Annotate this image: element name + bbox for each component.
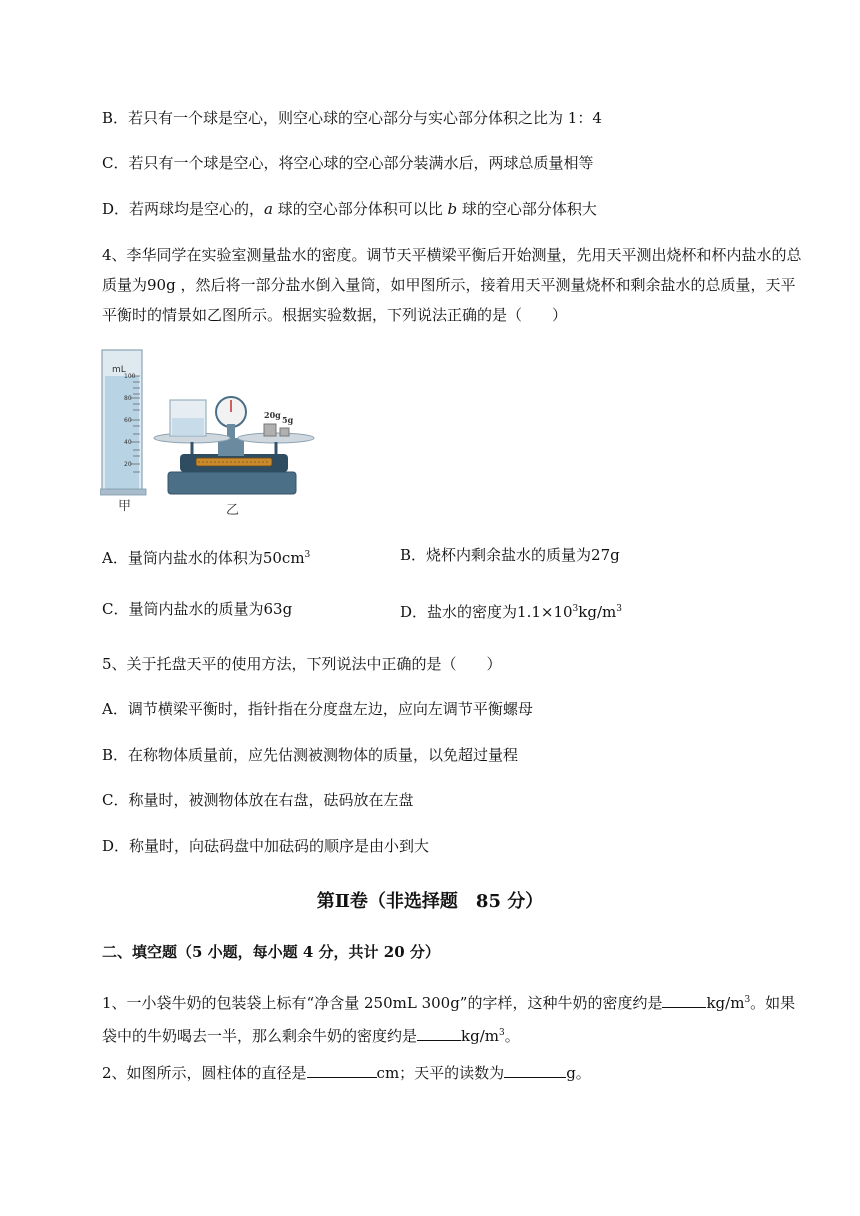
part2-title: 第Ⅱ卷（非选择题 85 分） xyxy=(316,891,544,912)
tick-60: 60 xyxy=(124,417,132,424)
q3-option-d-prefix: D．若两球均是空心的， xyxy=(102,200,265,218)
var-b: b xyxy=(447,200,458,218)
q4-option-a-text: A．量筒内盐水的体积为50cm xyxy=(102,549,305,567)
tick-80: 80 xyxy=(124,395,132,402)
q5-stem: 5、关于托盘天平的使用方法，下列说法中正确的是（ ） xyxy=(102,655,502,673)
weight-5g: 5g xyxy=(282,415,294,425)
q4-option-d-sup2: 3 xyxy=(616,604,622,614)
fill-q2-unit2: g。 xyxy=(566,1064,591,1082)
fill-q1-sup2: 3 xyxy=(498,1028,505,1038)
fill-q2-unit1: cm；天平的读数为 xyxy=(376,1064,505,1082)
fill-q1 xyxy=(102,985,802,1051)
cylinder-and-balance-illustration xyxy=(100,346,330,518)
q3-option-d xyxy=(102,199,597,219)
q4-option-d-text: D．盐水的密度为1.1×10 xyxy=(400,603,573,621)
fill-q2-blank-1[interactable] xyxy=(307,1063,377,1078)
tick-20: 20 xyxy=(124,461,132,468)
q4-option-b: B．烧杯内剩余盐水的质量为27g xyxy=(400,546,620,564)
fill-q2-blank-2[interactable] xyxy=(504,1063,566,1078)
q3-option-d-mid: 球的空心部分体积可以比 xyxy=(272,200,448,218)
q4-figure xyxy=(100,346,330,518)
q4-option-d-unit: kg/m xyxy=(578,603,617,621)
fill-q2-part1: 2、如图所示，圆柱体的直径是 xyxy=(102,1064,307,1082)
tick-40: 40 xyxy=(124,439,132,446)
label-yi: 乙 xyxy=(226,503,240,518)
fill-q1-sup1: 3 xyxy=(744,995,751,1005)
fill-q1-unit1: kg/m xyxy=(706,994,745,1012)
q4-option-a-sup: 3 xyxy=(304,550,311,560)
section-heading: 二、填空题（5 小题，每小题 4 分，共计 20 分） xyxy=(102,943,440,961)
fill-q1-part1: 1、一小袋牛奶的包装袋上标有“净含量 250mL 300g”的字样，这种牛奶的密度约是 xyxy=(102,994,663,1012)
q3-option-c: C．若只有一个球是空心，将空心球的空心部分装满水后，两球总质量相等 xyxy=(102,154,594,172)
weight-20g: 20g xyxy=(264,410,281,420)
q4-option-a xyxy=(102,545,310,568)
tick-100: 100 xyxy=(124,373,136,380)
q5-option-c: C．称量时，被测物体放在右盘，砝码放在左盘 xyxy=(102,791,414,809)
q3-option-d-suffix: 球的空心部分体积大 xyxy=(457,200,597,218)
fill-q1-part2: 。如果袋中的牛奶喝去一半，那么剩余牛奶的密度约是 xyxy=(102,994,796,1045)
q4-stem: 4、李华同学在实验室测量盐水的密度。调节天平横梁平衡后开始测量，先用天平测出烧杯和杯内盐水的总质量为90g ，然后将一部分盐水倒入量筒，如甲图所示，接着用天平测量烧杯和剩余盐水的总质量，天平平衡时的情景如乙图所示。根据实验数据，下列说法正确的是（ ） xyxy=(102,246,802,324)
q5-option-a: A．调节横梁平衡时，指针指在分度盘左边，应向左调节平衡螺母 xyxy=(102,700,533,718)
var-a: a xyxy=(264,200,273,218)
cylinder-unit: mL xyxy=(112,365,126,375)
fill-q1-blank-2[interactable] xyxy=(417,1026,461,1041)
fill-q1-part3: 。 xyxy=(504,1027,520,1045)
q5-option-b: B．在称物体质量前，应先估测被测物体的质量，以免超过量程 xyxy=(102,746,519,764)
q4-option-c: C．量筒内盐水的质量为63g xyxy=(102,600,293,618)
fill-q1-blank-1[interactable] xyxy=(662,993,706,1008)
q3-option-b: B．若只有一个球是空心，则空心球的空心部分与实心部分体积之比为 1：4 xyxy=(102,109,602,127)
q4-option-d xyxy=(400,599,622,622)
q5-option-d: D．称量时，向砝码盘中加砝码的顺序是由小到大 xyxy=(102,837,430,855)
label-jia: 甲 xyxy=(118,499,132,514)
q4-option-d-sup1: 3 xyxy=(572,604,579,614)
fill-q2 xyxy=(102,1063,591,1083)
fill-q1-unit2: kg/m xyxy=(461,1027,499,1045)
